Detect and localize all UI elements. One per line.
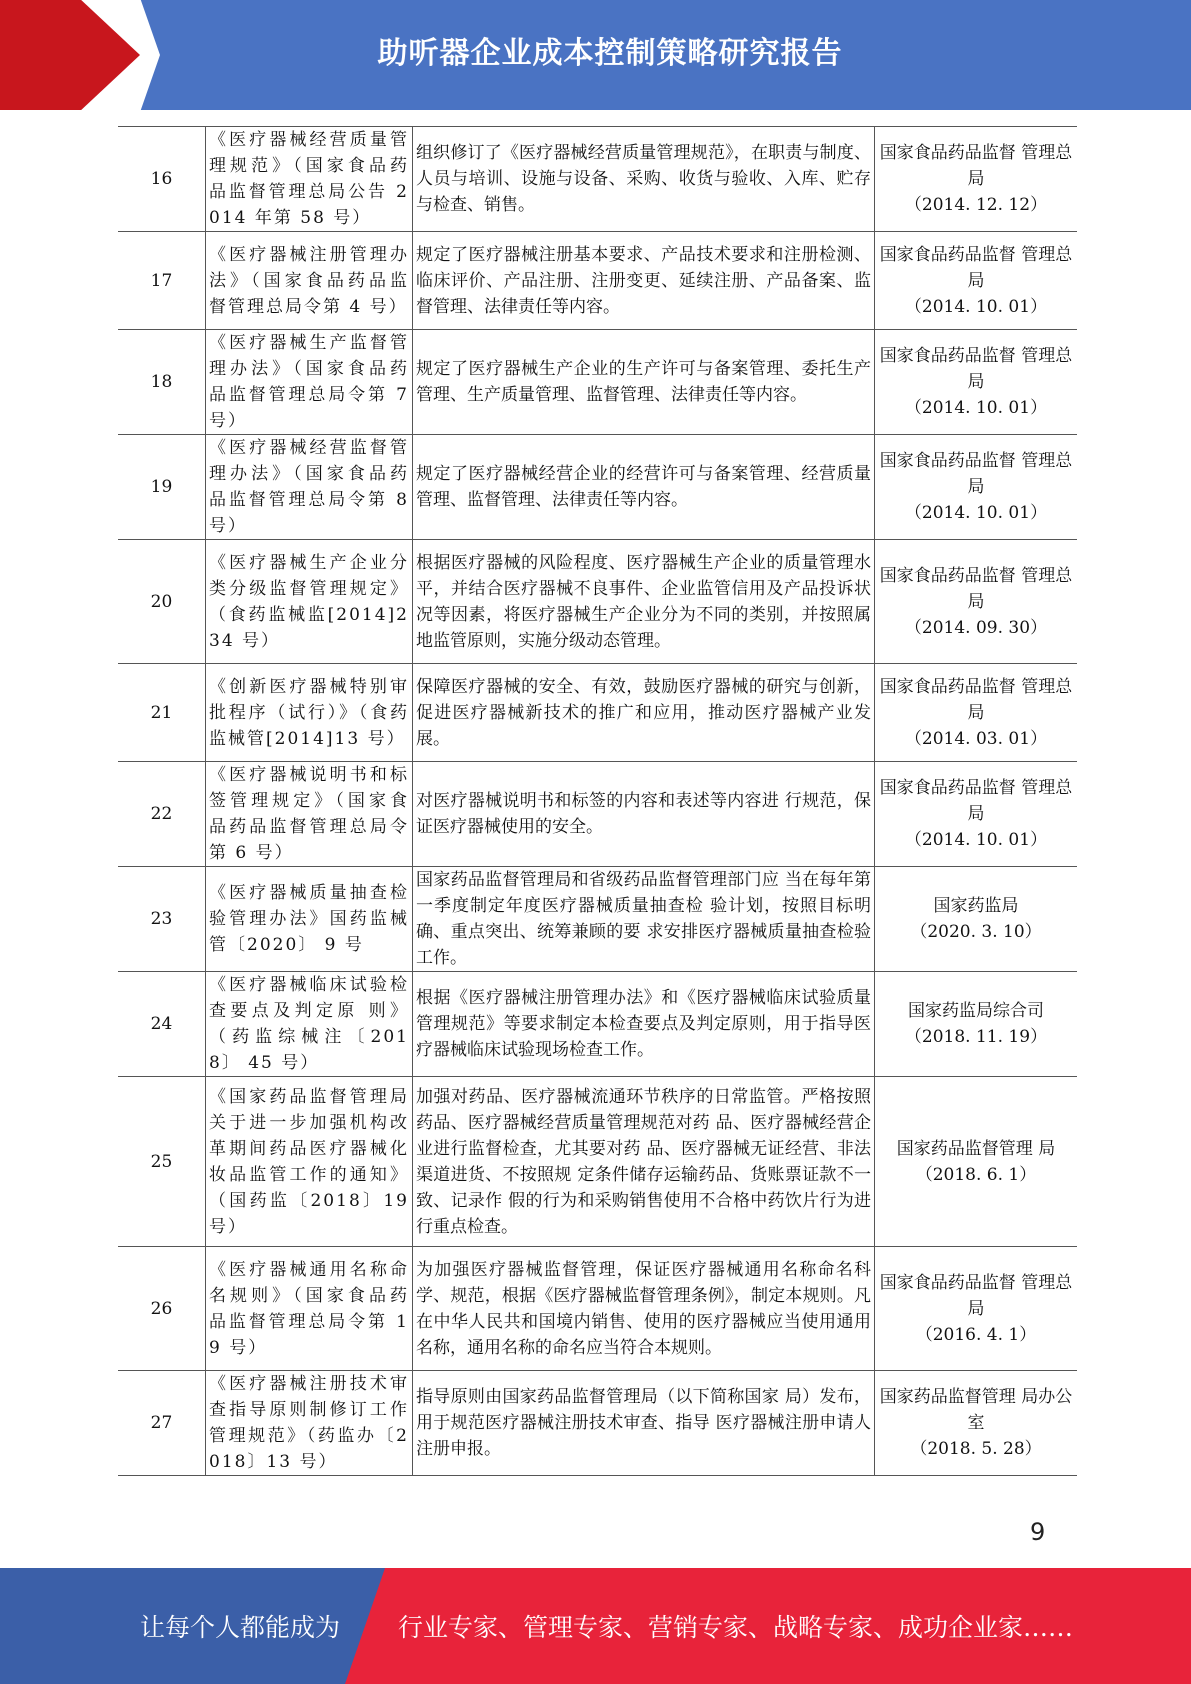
- regulation-content: 保障医疗器械的安全、有效，鼓励医疗器械的研究与创新，促进医疗器械新技术的推广和应用，推动医疗器械产业发展。: [413, 664, 875, 762]
- issuing-authority: 国家药品监督管理 局: [896, 1138, 1056, 1159]
- effective-date: （2018. 5. 28）: [910, 1439, 1042, 1459]
- row-number: 19: [118, 435, 206, 540]
- effective-date: （2018. 11. 19）: [904, 1027, 1048, 1047]
- issuer-cell: [875, 1077, 1078, 1247]
- row-number: 25: [118, 1077, 206, 1247]
- regulation-content: 加强对药品、医疗器械流通环节秩序的日常监管。严格按照药品、医疗器械经营质量管理规范对药 品、医疗器械经营企业进行监督检查，尤其要对药 品、医疗器械无证经营、非法渠道进货、不按照规 定条件储存运输药品、货账票证款不一致、记录作 假的行为和采购销售使用不合格中药饮片行为进 行重点检查。: [413, 1077, 875, 1247]
- row-number: 20: [118, 540, 206, 664]
- issuing-authority: 国家药监局: [933, 896, 1019, 916]
- regulations-table: [118, 126, 1077, 1476]
- effective-date: （2014. 03. 01）: [904, 728, 1048, 749]
- table-row: [118, 540, 1077, 664]
- issuing-authority: 国家食品药品监督 管理总局: [879, 451, 1073, 497]
- regulation-content: 规定了医疗器械注册基本要求、产品技术要求和注册检测、临床评价、产品注册、注册变更、延续注册、产品备案、监督管理、法律责任等内容。: [413, 232, 875, 330]
- page-header: [0, 0, 1191, 110]
- effective-date: （2014. 10. 01）: [904, 398, 1048, 418]
- regulation-title: 《医疗器械注册技术审查指导原则制修订工作管理规范》（药监办〔2018〕13 号）: [206, 1371, 413, 1476]
- issuer-cell: [875, 127, 1078, 232]
- issuer-cell: [875, 972, 1078, 1077]
- report-title: 助听器企业成本控制策略研究报告: [377, 36, 843, 71]
- regulation-content: 指导原则由国家药品监督管理局（以下简称国家 局）发布，用于规范医疗器械注册技术审查、指导 医疗器械注册申请人注册申报。: [413, 1371, 875, 1476]
- issuer-cell: [875, 435, 1078, 540]
- regulation-title: 《医疗器械注册管理办法》（国家食品药品监督管理总局令第 4 号）: [206, 232, 413, 330]
- effective-date: （2014. 10. 01）: [904, 503, 1048, 523]
- issuing-authority: 国家食品药品监督 管理总局: [879, 244, 1073, 291]
- issuing-authority: 国家药品监督管理 局办公室: [879, 1387, 1073, 1433]
- regulation-content: 规定了医疗器械生产企业的生产许可与备案管理、委托生产管理、生产质量管理、监督管理、法律责任等内容。: [413, 330, 875, 435]
- table-row: [118, 867, 1077, 972]
- regulation-title: 《医疗器械说明书和标签管理规定》（国家食品药品监督管理总局令第 6 号）: [206, 762, 413, 867]
- table-row: [118, 664, 1077, 762]
- regulation-content: 根据医疗器械的风险程度、医疗器械生产企业的质量管理水平，并结合医疗器械不良事件、企业监管信用及产品投诉状况等因素，将医疗器械生产企业分为不同的类别，并按照属地监管原则，实施分级动态管理。: [413, 540, 875, 664]
- table-row: [118, 330, 1077, 435]
- issuer-cell: [875, 540, 1078, 664]
- regulation-title: 《医疗器械生产企业分类分级监督管理规定》（食药监械监[2014]234 号）: [206, 540, 413, 664]
- regulation-content: 组织修订了《医疗器械经营质量管理规范》，在职责与制度、人员与培训、设施与设备、采购、收货与验收、入库、贮存与检查、销售。: [413, 127, 875, 232]
- row-number: 23: [118, 867, 206, 972]
- issuing-authority: 国家食品药品监督 管理总局: [879, 778, 1073, 824]
- regulation-content: 根据《医疗器械注册管理办法》和《医疗器械临床试验质量管理规范》等要求制定本检查要点及判定原则，用于指导医疗器械临床试验现场检查工作。: [413, 972, 875, 1077]
- table-body: [118, 127, 1077, 1476]
- issuer-cell: [875, 1371, 1078, 1476]
- issuing-authority: 国家食品药品监督 管理总局: [879, 143, 1073, 189]
- regulation-title: 《医疗器械生产监督管理办法》（国家食品药品监督管理总局令第 7 号）: [206, 330, 413, 435]
- table-row: [118, 1371, 1077, 1476]
- table-row: [118, 232, 1077, 330]
- footer-slogan-right: 行业专家、管理专家、营销专家、战略专家、成功企业家……: [398, 1613, 1074, 1642]
- effective-date: （2018. 6. 1）: [915, 1164, 1037, 1185]
- row-number: 24: [118, 972, 206, 1077]
- regulation-title: 《医疗器械临床试验检查要点及判定原 则》（药监综械注〔2018〕 45 号）: [206, 972, 413, 1077]
- issuer-cell: [875, 867, 1078, 972]
- issuing-authority: 国家药监局综合司: [908, 1001, 1044, 1021]
- effective-date: （2016. 4. 1）: [915, 1324, 1037, 1345]
- table-row: [118, 435, 1077, 540]
- row-number: 16: [118, 127, 206, 232]
- regulation-title: 《创新医疗器械特别审批程序（试行）》（食药 监械管[2014]13 号）: [206, 664, 413, 762]
- effective-date: （2014. 09. 30）: [904, 617, 1048, 638]
- row-number: 27: [118, 1371, 206, 1476]
- issuer-cell: [875, 762, 1078, 867]
- table-row: [118, 1077, 1077, 1247]
- issuer-cell: [875, 664, 1078, 762]
- row-number: 22: [118, 762, 206, 867]
- issuing-authority: 国家食品药品监督 管理总局: [879, 565, 1073, 612]
- regulation-title: 《国家药品监督管理局关于进一步加强机构改革期间药品医疗器械化妆品监管工作的通知》（国药监〔2018〕19 号）: [206, 1077, 413, 1247]
- effective-date: （2020. 3. 10）: [910, 922, 1042, 942]
- regulation-title: 《医疗器械经营质量管理规范》（国家食品药品监督管理总局公告 2014 年第 58 号）: [206, 127, 413, 232]
- table-row: [118, 762, 1077, 867]
- regulation-content: 对医疗器械说明书和标签的内容和表述等内容进 行规范，保证医疗器械使用的安全。: [413, 762, 875, 867]
- table-row: [118, 1247, 1077, 1371]
- regulations-table-wrapper: [118, 126, 1072, 1476]
- issuing-authority: 国家食品药品监督 管理总局: [879, 1272, 1073, 1319]
- issuing-authority: 国家食品药品监督 管理总局: [879, 676, 1073, 723]
- effective-date: （2014. 10. 01）: [904, 830, 1048, 850]
- issuer-cell: [875, 1247, 1078, 1371]
- table-row: [118, 972, 1077, 1077]
- regulation-title: 《医疗器械质量抽查检验管理办法》国药监械管〔2020〕 9 号: [206, 867, 413, 972]
- row-number: 18: [118, 330, 206, 435]
- issuing-authority: 国家食品药品监督 管理总局: [879, 346, 1073, 392]
- effective-date: （2014. 12. 12）: [904, 195, 1048, 215]
- page-footer: [0, 1568, 1191, 1684]
- row-number: 26: [118, 1247, 206, 1371]
- footer-slogan-left: 让每个人都能成为: [140, 1613, 341, 1642]
- issuer-cell: [875, 232, 1078, 330]
- row-number: 21: [118, 664, 206, 762]
- effective-date: （2014. 10. 01）: [904, 296, 1048, 317]
- regulation-content: 规定了医疗器械经营企业的经营许可与备案管理、经营质量管理、监督管理、法律责任等内容。: [413, 435, 875, 540]
- regulation-title: 《医疗器械通用名称命名规则》（国家食品药品监督管理总局令第 19 号）: [206, 1247, 413, 1371]
- regulation-content: 国家药品监督管理局和省级药品监督管理部门应 当在每年第一季度制定年度医疗器械质量抽查检 验计划，按照目标明确、重点突出、统筹兼顾的要 求安排医疗器械质量抽查检验工作。: [413, 867, 875, 972]
- regulation-content: 为加强医疗器械监督管理，保证医疗器械通用名称命名科学、规范，根据《医疗器械监督管理条例》，制定本规则。凡在中华人民共和国境内销售、使用的医疗器械应当使用通用名称，通用名称的命名应当符合本规则。: [413, 1247, 875, 1371]
- page-number: 9: [1030, 1518, 1046, 1546]
- table-row: [118, 127, 1077, 232]
- issuer-cell: [875, 330, 1078, 435]
- row-number: 17: [118, 232, 206, 330]
- regulation-title: 《医疗器械经营监督管理办法》（国家食品药品监督管理总局令第 8 号）: [206, 435, 413, 540]
